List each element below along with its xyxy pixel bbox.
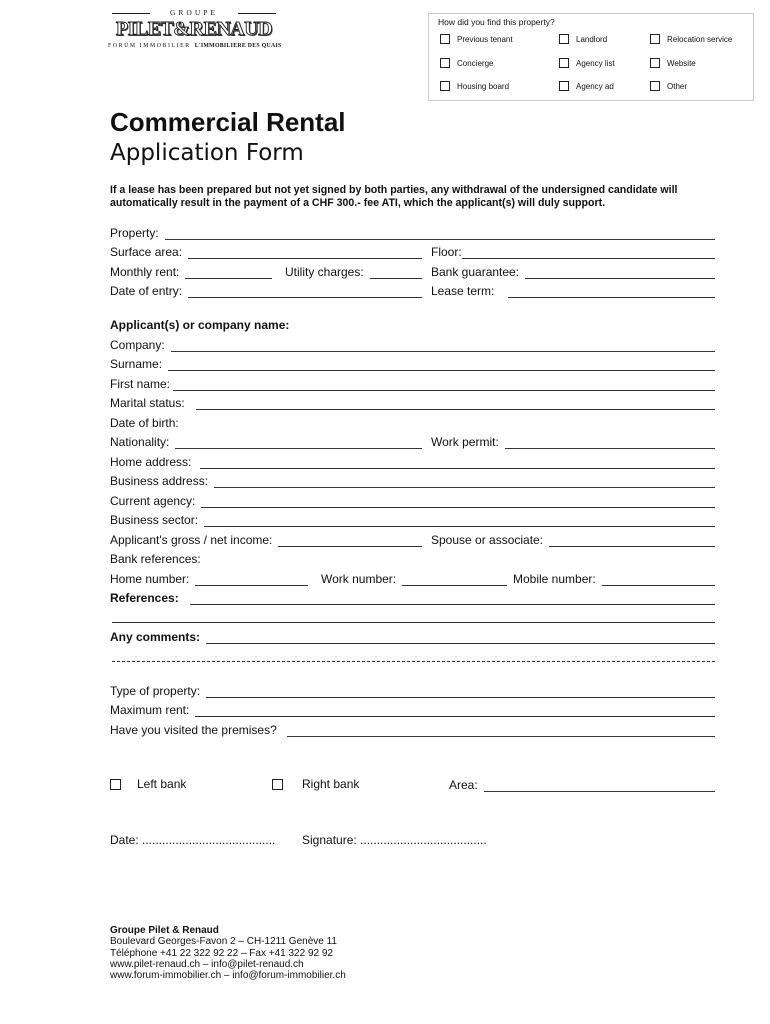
field-line[interactable]	[278, 534, 422, 547]
field-label: Nationality:	[110, 435, 170, 449]
withdrawal-notice: If a lease has been prepared but not yet signed by both parties, any withdrawal of the undersigned candidate will automatically result in the payment of a CHF 300.- fee ATI, which the applicant(s) will duly support.	[110, 184, 678, 209]
field-line[interactable]	[185, 418, 715, 430]
field-label: Home number:	[110, 572, 190, 586]
option-agency-ad[interactable]	[559, 81, 614, 93]
field-label: Marital status:	[110, 396, 185, 410]
work-permit-field[interactable]	[431, 433, 715, 449]
option-label: Other	[667, 82, 688, 91]
property-field[interactable]	[110, 224, 715, 240]
first-name-field[interactable]	[110, 375, 715, 391]
business-sector-field[interactable]	[110, 511, 715, 527]
field-line[interactable]	[207, 554, 715, 566]
field-line[interactable]	[214, 475, 715, 488]
field-line[interactable]	[171, 339, 715, 352]
date-of-birth-field[interactable]	[110, 414, 715, 430]
left-bank-label: Left bank	[137, 777, 187, 791]
field-label: First name:	[110, 377, 171, 391]
option-housing-board[interactable]	[440, 81, 509, 93]
floor-field[interactable]	[431, 243, 715, 259]
monthly-rent-field[interactable]	[110, 263, 272, 279]
field-label: Monthly rent:	[110, 265, 180, 279]
checkbox[interactable]	[650, 34, 660, 44]
field-line[interactable]	[168, 358, 715, 371]
field-line[interactable]	[173, 378, 715, 391]
applicant-heading: Applicant(s) or company name:	[110, 318, 290, 332]
field-line[interactable]	[185, 266, 272, 279]
field-label: Date of entry:	[110, 284, 183, 298]
field-label: Maximum rent:	[110, 703, 190, 717]
type-of-property-field[interactable]	[110, 682, 715, 698]
field-line[interactable]	[175, 436, 422, 449]
right-bank-label: Right bank	[302, 777, 360, 791]
references-line-2[interactable]	[112, 622, 715, 623]
field-line[interactable]	[462, 246, 715, 259]
field-line[interactable]	[370, 266, 422, 279]
checkbox[interactable]	[559, 81, 569, 91]
date-of-entry-field[interactable]	[110, 282, 422, 298]
field-label: Type of property:	[110, 684, 201, 698]
bank-references-field[interactable]	[110, 550, 715, 566]
logo-subtitle	[108, 43, 280, 49]
option-label: Landlord	[576, 35, 608, 44]
field-label: Date of birth:	[110, 416, 179, 430]
field-label: Utility charges:	[285, 265, 364, 279]
maximum-rent-field[interactable]	[110, 701, 715, 717]
checkbox[interactable]	[440, 34, 450, 44]
field-label: Bank guarantee:	[431, 265, 520, 279]
checkbox[interactable]	[440, 81, 450, 91]
marital-status-field[interactable]	[110, 394, 715, 410]
field-label: Company:	[110, 338, 165, 352]
references-field[interactable]	[110, 589, 715, 605]
how-found-question: How did you find this property?	[438, 17, 555, 27]
field-line[interactable]	[204, 514, 715, 527]
checkbox[interactable]	[559, 34, 569, 44]
option-label: Agency list	[576, 59, 615, 68]
field-line[interactable]	[200, 456, 715, 469]
footer-phone: Téléphone +41 22 322 92 22 – Fax +41 322 92 92	[110, 947, 333, 959]
field-line[interactable]	[508, 285, 715, 298]
comments-line-2[interactable]	[112, 661, 715, 662]
option-label: Relocation service	[667, 35, 733, 44]
logo-name: PILET&RENAUD	[115, 18, 273, 40]
comments-field[interactable]	[110, 628, 715, 644]
field-line[interactable]	[206, 631, 715, 644]
field-label: Surname:	[110, 357, 163, 371]
field-label: Current agency:	[110, 494, 196, 508]
field-line[interactable]	[206, 685, 715, 698]
option-label: Housing board	[457, 82, 510, 91]
footer-address: Boulevard Georges-Favon 2 – CH-1211 Genève 11	[110, 936, 337, 948]
company-logo	[108, 8, 280, 58]
form-title: Commercial Rental	[110, 107, 346, 137]
option-website[interactable]	[650, 58, 696, 70]
field-line[interactable]	[505, 436, 715, 449]
checkbox[interactable]	[650, 81, 660, 91]
field-line[interactable]	[402, 573, 507, 586]
company-field[interactable]	[110, 336, 715, 352]
work-number-field[interactable]	[321, 570, 507, 586]
field-line[interactable]	[287, 724, 715, 737]
field-line[interactable]	[190, 592, 715, 605]
home-number-field[interactable]	[110, 570, 308, 586]
field-line[interactable]	[602, 573, 715, 586]
logo-sub-right: L'IMMOBILIERE DES QUAIS	[194, 43, 282, 49]
footer	[110, 925, 346, 981]
option-previous-tenant[interactable]	[440, 34, 513, 46]
field-label: Applicant's gross / net income:	[110, 533, 273, 547]
logo-group-text: GROUPE	[108, 8, 280, 17]
field-label: Bank references:	[110, 552, 201, 566]
checkbox[interactable]	[440, 58, 450, 68]
left-bank-checkbox[interactable]	[110, 779, 121, 790]
field-label: Have you visited the premises?	[110, 723, 277, 737]
checkbox[interactable]	[559, 58, 569, 68]
how-found-box	[428, 13, 754, 101]
date-field[interactable]: Date: ........................................	[110, 833, 276, 847]
footer-website-1: www.pilet-renaud.ch – info@pilet-renaud.ch	[110, 958, 304, 970]
checkbox[interactable]	[650, 58, 660, 68]
option-relocation-service[interactable]	[650, 34, 732, 46]
home-address-field[interactable]	[110, 453, 715, 469]
lease-term-field[interactable]	[431, 282, 715, 298]
utility-charges-field[interactable]	[285, 263, 422, 279]
current-agency-field[interactable]	[110, 492, 715, 508]
mobile-number-field[interactable]	[513, 570, 715, 586]
field-label: Lease term:	[431, 284, 495, 298]
visited-premises-field[interactable]	[110, 721, 715, 737]
footer-company-name: Groupe Pilet & Renaud	[110, 925, 219, 936]
field-label: Floor:	[431, 245, 462, 259]
logo-sub-left: FORUM IMMOBILIER	[108, 43, 191, 49]
field-label: References:	[110, 591, 179, 605]
field-line[interactable]	[195, 573, 308, 586]
field-label: Home address:	[110, 455, 192, 469]
surname-field[interactable]	[110, 355, 715, 371]
field-label: Area:	[449, 778, 478, 792]
field-label: Property:	[110, 226, 159, 240]
option-label: Website	[667, 59, 696, 68]
field-line[interactable]	[549, 534, 715, 547]
bank-guarantee-field[interactable]	[431, 263, 715, 279]
right-bank-checkbox[interactable]	[272, 779, 283, 790]
field-label: Business address:	[110, 474, 209, 488]
surface-area-field[interactable]	[110, 243, 422, 259]
signature-field[interactable]: Signature: ......................................	[302, 833, 487, 847]
field-label: Surface area:	[110, 245, 183, 259]
option-other[interactable]	[650, 81, 687, 93]
business-address-field[interactable]	[110, 472, 715, 488]
field-label: Any comments:	[110, 630, 201, 644]
field-label: Work permit:	[431, 435, 499, 449]
nationality-field[interactable]	[110, 433, 422, 449]
field-line[interactable]	[525, 266, 715, 279]
field-line[interactable]	[188, 246, 422, 259]
option-landlord[interactable]	[559, 34, 607, 46]
field-line[interactable]	[484, 779, 715, 792]
field-line[interactable]	[196, 397, 715, 410]
field-line[interactable]	[195, 704, 715, 717]
field-label: Mobile number:	[513, 572, 596, 586]
footer-website-2: www.forum-immobilier.ch – info@forum-immobilier.ch	[110, 970, 346, 982]
option-label: Previous tenant	[457, 35, 513, 44]
area-field[interactable]	[449, 776, 715, 792]
income-field[interactable]	[110, 531, 422, 547]
field-label: Business sector:	[110, 513, 199, 527]
field-label: Work number:	[321, 572, 397, 586]
option-concierge[interactable]	[440, 58, 493, 70]
option-agency-list[interactable]	[559, 58, 615, 70]
field-line[interactable]	[201, 495, 715, 508]
spouse-field[interactable]	[431, 531, 715, 547]
option-label: Agency ad	[576, 82, 614, 91]
form-subtitle: Application Form	[110, 140, 304, 166]
field-line[interactable]	[165, 227, 715, 240]
option-label: Concierge	[457, 59, 494, 68]
field-label: Spouse or associate:	[431, 533, 544, 547]
field-line[interactable]	[188, 285, 422, 298]
